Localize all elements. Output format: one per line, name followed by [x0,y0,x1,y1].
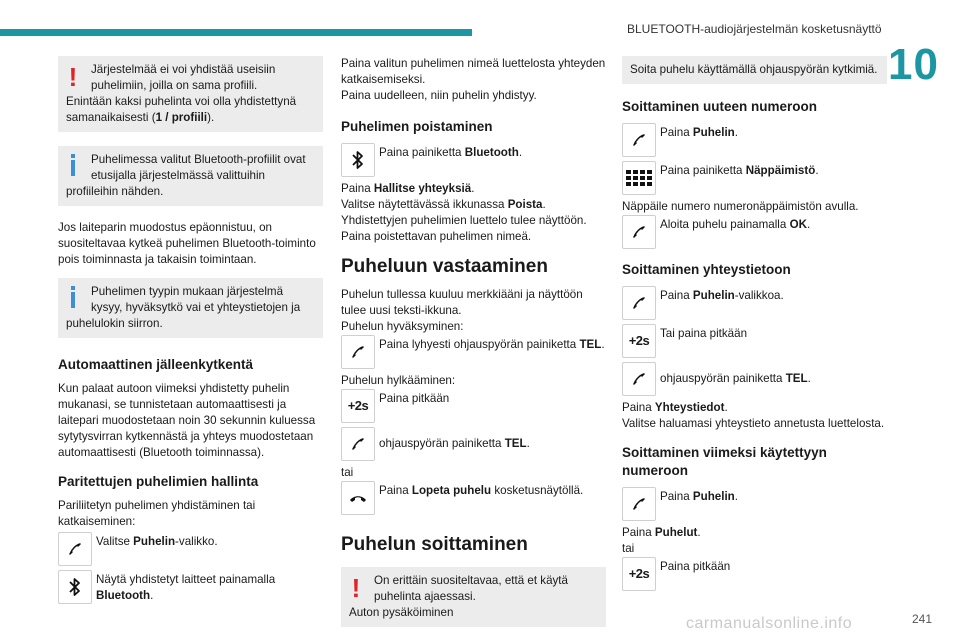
watermark: carmanualsonline.info [686,615,853,632]
keypad-paragraph: Näppäile numero numeronäppäimistön avulla. [622,200,859,213]
step-text: Paina Puhelin-valikkoa. [660,289,784,302]
keypad-icon [622,161,656,195]
step-text: Paina painiketta Näppäimistö. [660,164,819,177]
delete-step-remove: Valitse näytettävässä ikkunassa Poista. [341,198,546,211]
phone-icon [622,215,656,249]
heading-last-number: Soittaminen viimeksi käytettyyn numeroon [622,445,827,478]
step-text: Paina Puhelin. [660,490,738,503]
step-long-press [341,389,606,423]
hang-up-icon [341,481,375,515]
phone-icon [622,362,656,396]
warning-box-driving [341,567,606,627]
step-keypad [622,161,887,195]
step-bluetooth [341,143,606,177]
page-number: 241 [912,612,933,626]
delete-step-manage: Paina Hallitse yhteyksiä. [341,182,475,195]
step-text: Näytä yhdistetyt laitteet painamalla Bluetooth. [96,573,276,602]
info-text: Puhelimessa valitut Bluetooth-profiilit ovat etusijalla järjestelmässä valittuihin [91,153,306,182]
step-text: Tai paina pitkään [660,327,748,340]
warning-text: On erittäin suositeltavaa, että et käytä puhelinta ajaessasi. [374,574,568,603]
step-end-call [341,481,606,515]
step-tel-button [341,427,606,461]
long-press-icon: +2s [622,324,656,358]
step-text: Paina Puhelin. [660,126,738,139]
phone-icon [341,427,375,461]
step-long-press [622,324,887,358]
info-text: Puhelimen tyypin mukaan järjestelmä kysyy, hyväksytkö vai et yhteystietojen ja [91,285,301,314]
step-tel-button [622,362,887,396]
contact-step-select: Valitse haluamasi yhteystieto annetusta luettelosta. [622,417,885,430]
step-text: Paina pitkään [660,560,731,573]
phone-icon [622,286,656,320]
auto-reconnect-paragraph: Kun palaat autoon viimeksi yhdistetty puhelin mukanasi, se tunnistetaan automaattisesti ja laitepari muodostetaan noin 30 sekunnin kuluessa sytytysvirran kytkennästä ja yhteys muodostetaan automaattisesti (Bluetooth toiminnassa). [58,382,316,459]
note-text: Soita puhelu käyttämällä ohjauspyörän kytkimiä. [630,63,878,76]
warning-text-2: Enintään kaksi puhelinta voi olla yhdistettynä samanaikaisesti (1 / profiili). [66,95,297,124]
bluetooth-icon [341,143,375,177]
step-text: Valitse Puhelin-valikko. [96,535,218,548]
step-phone [622,487,887,521]
last-step-calls: Paina Puhelut. [622,526,701,539]
info-text-2: puhelulokin siirron. [66,317,163,330]
column-middle [341,56,606,640]
long-press-icon: +2s [622,557,656,591]
step-phone [622,123,887,157]
contact-step-open: Paina Yhteystiedot. [622,401,728,414]
info-icon [66,154,80,180]
last-or: tai [622,542,635,555]
bluetooth-icon [58,570,92,604]
step-bluetooth [58,570,323,604]
step-text: Aloita puhelu painamalla OK. [660,218,811,231]
phone-icon [341,335,375,369]
heading-contact: Soittaminen yhteystietoon [622,262,791,277]
manage-paragraph: Pariliitetyn puhelimen yhdistäminen tai katkaiseminen: [58,499,256,528]
answer-or: tai [341,466,354,479]
heading-delete-phone: Puhelimen poistaminen [341,119,493,134]
heading-new-number: Soittaminen uuteen numeroon [622,99,818,114]
pairing-fail-paragraph: Jos laiteparin muodostus epäonnistuu, on suositeltavaa kytkeä puhelimen Bluetooth-toiminto pois toiminnasta ja takaisin toimintaan. [58,221,316,266]
disconnect-paragraph: Paina valitun puhelimen nimeä luettelosta yhteyden katkaisemiseksi. [341,57,606,86]
phone-icon [622,123,656,157]
heading-manage-phones: Paritettujen puhelimien hallinta [58,474,259,489]
warning-box-profiles [58,56,323,132]
warning-text-2: Auton pysäköiminen [349,606,454,619]
warning-icon: ! [351,573,361,603]
info-box-profiles [58,146,323,206]
step-text: Paina lyhyesti ohjauspyörän painiketta TEL. [379,338,605,351]
reconnect-paragraph: Paina uudelleen, niin puhelin yhdistyy. [341,89,537,102]
info-icon [66,286,80,312]
header-title: BLUETOOTH-audiojärjestelmän kosketusnäyttö [627,22,882,36]
step-text: ohjauspyörän painiketta TEL. [660,372,811,385]
phone-icon [58,532,92,566]
delete-step-select: Paina poistettavan puhelimen nimeä. [341,230,532,243]
long-press-icon: +2s [341,389,375,423]
info-box-transfer [58,278,323,338]
step-text: ohjauspyörän painiketta TEL. [379,437,530,450]
heading-auto-reconnect: Automaattinen jälleenkytkentä [58,357,254,372]
info-text-2: profiileihin nähden. [66,185,164,198]
warning-icon: ! [68,62,78,92]
heading-make-call: Puhelun soittaminen [341,534,528,555]
answer-intro: Puhelun tullessa kuuluu merkkiääni ja näyttöön tulee uusi teksti-ikkuna. [341,288,583,317]
phone-icon [622,487,656,521]
column-right [622,56,887,595]
header-accent-bar [0,29,472,36]
chapter-number: 10 [888,40,939,89]
answer-accept-label: Puhelun hyväksyminen: [341,320,464,333]
step-phone-menu [58,532,323,566]
note-box-steering [622,56,887,84]
step-long-press [622,557,887,591]
delete-step-list: Yhdistettyjen puhelimien luettelo tulee näyttöön. [341,214,587,227]
step-ok [622,215,887,249]
step-accept-tel [341,335,606,369]
answer-reject-label: Puhelun hylkääminen: [341,374,456,387]
column-left [58,56,323,608]
step-text: Paina pitkään [379,392,450,405]
step-text: Paina painiketta Bluetooth. [379,146,523,159]
warning-text: Järjestelmää ei voi yhdistää useisiin puhelimiin, joilla on sama profiili. [91,63,276,92]
step-text: Paina Lopeta puhelu kosketusnäytöllä. [379,484,584,497]
heading-answer-call: Puheluun vastaaminen [341,256,548,277]
step-phone-menu [622,286,887,320]
